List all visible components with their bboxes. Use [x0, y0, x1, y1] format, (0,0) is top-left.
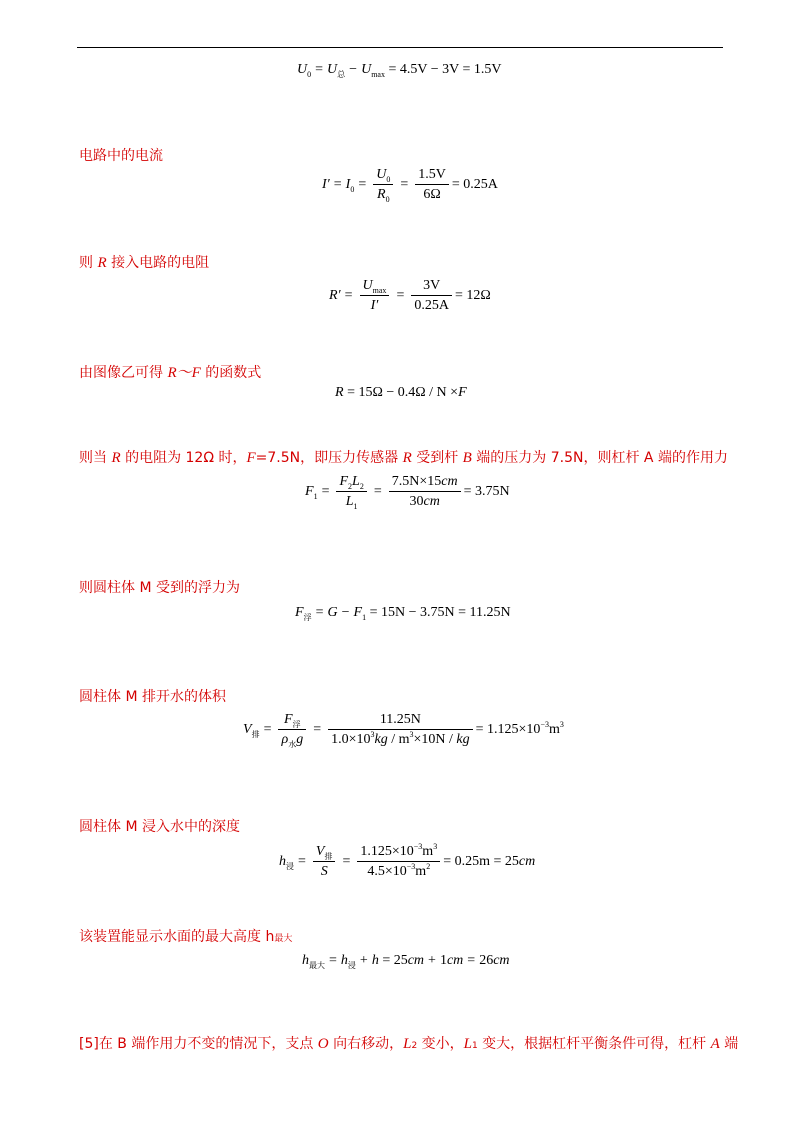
text-force: 则当 R 的电阻为 12Ω 时，F=7.5N，即压力传感器 R 受到杆 B 端的压力为 7.5N，则杠杆 A 端的作用力	[79, 450, 728, 466]
text-buoyancy: 则圆柱体 M 受到的浮力为	[79, 580, 240, 596]
text-depth: 圆柱体 M 浸入水中的深度	[79, 819, 240, 835]
equation-function: R = 15Ω − 0.4Ω / N × F	[335, 385, 467, 400]
equation-current: I′ = I 0 = $\frac{U_0}{R_0}$ = $\frac{1.5V}{6\Omega}$ = 0.25A	[322, 167, 498, 204]
equation-resistance: R′ = $U_{max}$ I′ = $\frac{3V}{0.25A}$ = 12Ω	[329, 278, 491, 313]
header-rule	[77, 47, 723, 48]
text-function: 由图像乙可得 R～F 的函数式	[79, 365, 262, 381]
text-volume: 圆柱体 M 排开水的体积	[79, 689, 226, 705]
equation-volume: V 排 = $F_浮$ $\rho_水g$ = $\frac{11.25N}{1.0\times 10^3kg / m^3\times 10N / kg}$ = 1.125×10 −3 m 3	[243, 712, 564, 749]
text-lever-conclusion: [5]在 B 端作用力不变的情况下，支点 O 向右移动，L2 变小，L1 变大，根据杠杆平衡条件可得，杠杆 A 端	[79, 1036, 739, 1052]
equation-max-height: h 最大 = h 浸 + h = 25 cm + 1 cm = 26 cm	[302, 953, 510, 970]
text-max-height: 该装置能显示水面的最大高度 h最大	[79, 929, 293, 945]
equation-force: F 1 = $\frac{F_2L_2}{L_1}$ = $\frac{7.5N\times 15cm}{30cm}$ = 3.75N	[305, 474, 510, 511]
text-current: 电路中的电流	[79, 148, 163, 164]
text-resistance: 则 R 接入电路的电阻	[79, 255, 210, 271]
equation-buoyancy: F 浮 = G − F 1 = 15N − 3.75N = 11.25N	[295, 605, 511, 622]
equation-u0: U 0 = U 总 − U max = 4.5V − 3V = 1.5V	[297, 62, 502, 79]
equation-depth: h 浸 = $V_排$ S = $\frac{1.125\times 10^{-3}m^3}{4.5\times 10^{-3}m^2}$ = 0.25m = 25 cm	[279, 842, 536, 879]
